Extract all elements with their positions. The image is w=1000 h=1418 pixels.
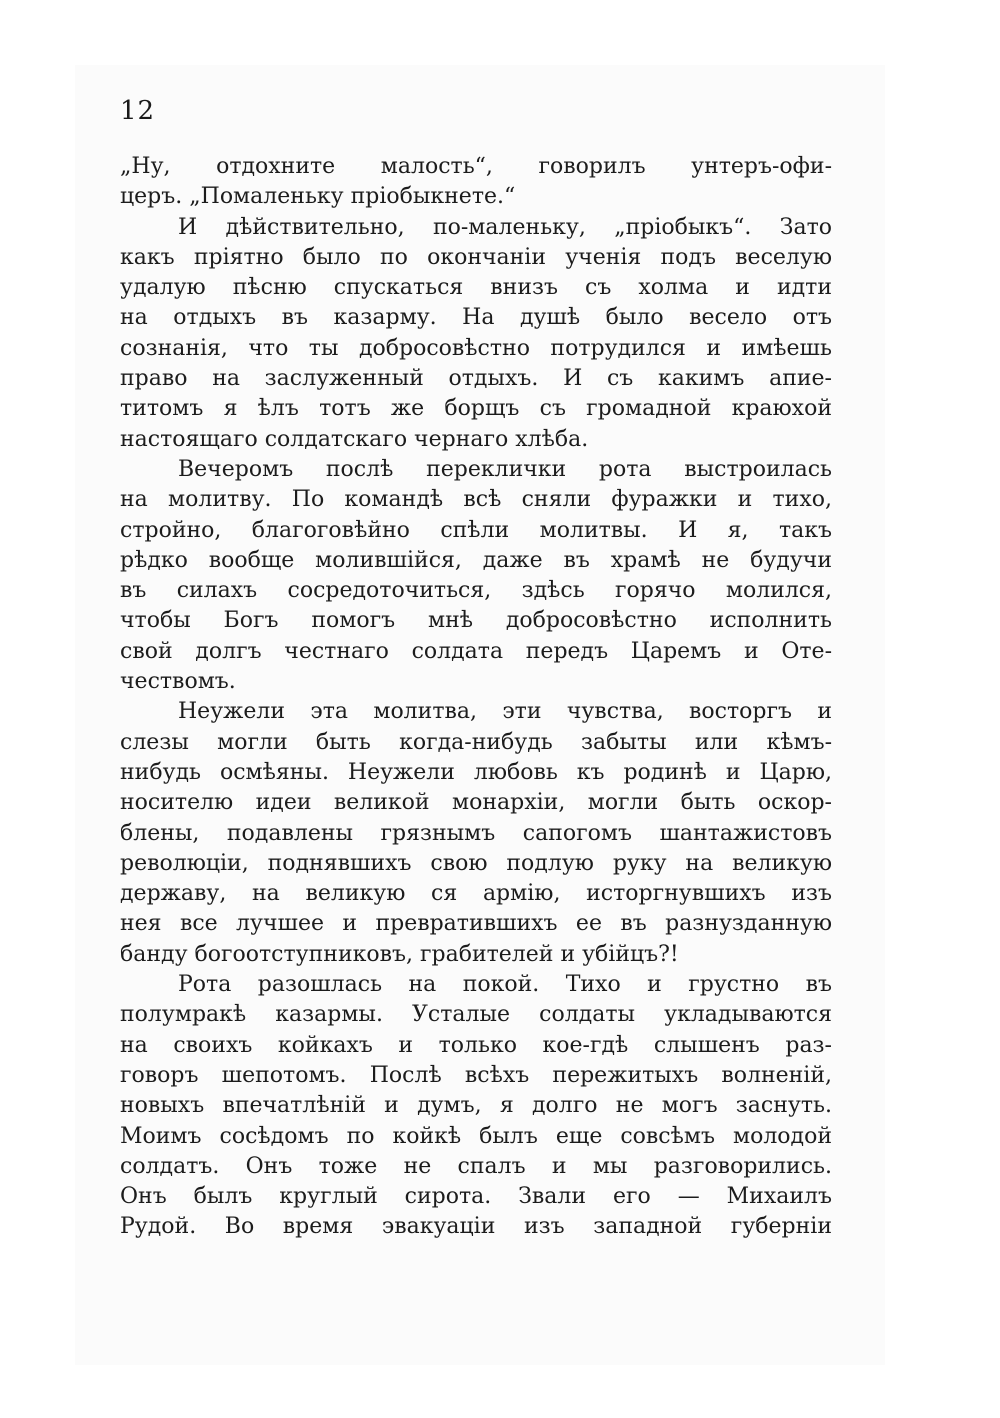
text-line: на молитву. По командѣ всѣ сняли фуражки и тихо, <box>120 487 832 513</box>
text-line: революціи, поднявшихъ свою подлую руку на великую <box>120 850 832 876</box>
text-line: какъ пріятно было по окончаніи ученія подъ веселую <box>120 244 832 270</box>
text-line: стройно, благоговѣйно спѣли молитвы. И я, такъ <box>120 517 832 543</box>
body-text <box>120 152 832 1243</box>
text-line: рѣдко вообще молившійся, даже въ храмѣ не будучи <box>120 547 832 573</box>
text-line: титомъ я ѣлъ тотъ же борщъ съ громадной краюхой <box>120 396 832 422</box>
text-line: удалую пѣсню спускаться внизъ съ холма и идти <box>120 275 832 301</box>
text-line: Рота разошлась на покой. Тихо и грустно въ <box>178 972 832 998</box>
text-line: „Ну, отдохните малость“, говорилъ унтеръ-офи- <box>120 154 832 179</box>
text-line: Рудой. Во время эвакуаціи изъ западной губерніи <box>120 1214 832 1240</box>
text-line: блены, подавлены грязнымъ сапогомъ шантажистовъ <box>120 820 832 846</box>
text-line: Неужели эта молитва, эти чувства, восторгъ и <box>178 699 832 725</box>
text-line: банду богоотступниковъ, грабителей и убійцъ?! <box>120 941 679 967</box>
text-line: говоръ шепотомъ. Послѣ всѣхъ пережитыхъ волненій, <box>120 1062 832 1088</box>
text-line: Вечеромъ послѣ переклички рота выстроилась <box>178 456 832 482</box>
text-line: Моимъ сосѣдомъ по койкѣ былъ еще совсѣмъ молодой <box>120 1123 832 1149</box>
text-line: новыхъ впечатлѣній и думъ, я долго не могъ заснуть. <box>120 1093 832 1119</box>
text-line: настоящаго солдатскаго чернаго хлѣба. <box>120 426 589 452</box>
text-line: нея все лучшее и превратившихъ ее въ разнузданную <box>120 911 832 937</box>
text-line: державу, на великую ся армію, исторгнувшихъ изъ <box>120 881 832 907</box>
text-line: чтобы Богъ помогъ мнѣ добросовѣстно исполнить <box>120 608 832 634</box>
text-line: на своихъ койкахъ и только кое-гдѣ слышенъ раз- <box>120 1032 832 1058</box>
page-number: 12 <box>120 96 156 126</box>
text-line: въ силахъ сосредоточиться, здѣсь горячо молился, <box>120 578 832 604</box>
text-line: носителю идеи великой монархіи, могли быть оскор- <box>120 790 832 816</box>
text-line: на отдыхъ въ казарму. На душѣ было весело отъ <box>120 305 832 331</box>
text-line: чествомъ. <box>120 669 236 695</box>
text-line: полумракѣ казармы. Усталые солдаты укладываются <box>120 1002 832 1028</box>
text-line: сознанія, что ты добросовѣстно потрудился и имѣешь <box>120 335 832 361</box>
text-line: Онъ былъ круглый сирота. Звали его — Михаилъ <box>120 1184 832 1210</box>
text-line: церъ. „Помаленьку пріобыкнете.“ <box>120 184 516 210</box>
text-line: И дѣйствительно, по-маленьку, „пріобыкъ“. Зато <box>178 214 832 240</box>
text-line: слезы могли быть когда-нибудь забыты или кѣмъ- <box>120 729 832 755</box>
text-line: нибудь осмѣяны. Неужели любовь къ родинѣ и Царю, <box>120 759 832 785</box>
text-line: свой долгъ честнаго солдата передъ Царемъ и Оте- <box>120 638 832 664</box>
text-line: право на заслуженный отдыхъ. И съ какимъ апие- <box>120 366 832 392</box>
text-line: солдатъ. Онъ тоже не спалъ и мы разговорились. <box>120 1153 832 1179</box>
